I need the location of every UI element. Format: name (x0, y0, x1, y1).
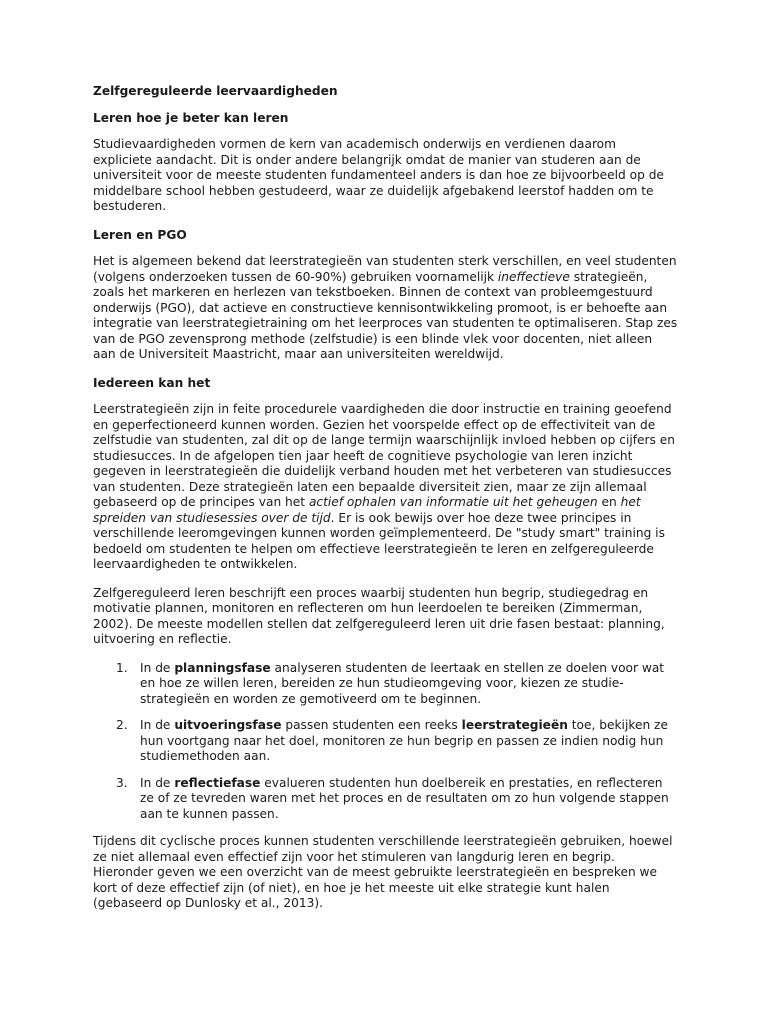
text-run: toe, bekijken ze hun voortgang naar het doel, monitoren ze hun begrip en passen ze indien nodig hun studiemethoden aan. (140, 718, 668, 763)
text-run: In de (140, 660, 175, 675)
text-run: Leerstrategieën zijn in feite procedurele vaardigheden die door instructie en training geoefend en geperfectioneerd kunnen worden. Gezien het voorspelde effect op de effectiviteit van de zelfstudie van studenten, zal dit op de lange termijn waarschijnlijk invloed hebben op cijfers en studiesucces. In de afgelopen tien jaar heeft de cognitieve psychologie van leren inzicht gegeven in leerstrategieën die duidelijk verband houden met het verbeteren van studiesucces van studenten. Deze strategieën laten een bepaalde diversiteit zien, maar ze zijn allemaal gebaseerd op de principes van het (93, 402, 675, 509)
document-title: Zelfgereguleerde leervaardigheden (93, 84, 338, 98)
paragraph-closing: Tijdens dit cyclische proces kunnen studenten verschillende leerstrategieën gebruiken, hoewel ze niet allemaal even effectief zijn voor het stimuleren van langdurig leren en begrip. Hieronder geven we een overzicht van de meest gebruikte leerstrategieën en bespreken we kort of deze effectief zijn (of niet), en hoe je het meeste uit elke strategie kunt halen (gebaseerd op Dunlosky et al., 2013). (93, 834, 673, 910)
text-run: . Er is ook bewijs over hoe deze twee principes in verschillende leeromgevingen kunnen worden geïmplementeerd. De "study smart" training is bedoeld om studenten te helpen om effectieve leerstrategieën te leren en zelfgereguleerde leervaardigheden te ontwikkelen. (93, 510, 665, 571)
text-run: strategieën, zoals het markeren en herlezen van tekstboeken. Binnen de context van probleemgestuurd onderwijs (PGO), dat actieve en constructieve kennisontwikkeling promoot, is er behoefte aan integratie van leerstrategietraining om het leerproces van studenten te optimaliseren. Stap zes van de PGO zevensprong methode (zelfstudie) is een blinde vlek voor docenten, niet alleen aan de Universiteit Maastricht, maar aan universiteiten wereldwijd. (93, 269, 678, 361)
text-run: en (597, 495, 621, 509)
emphasis-actief-ophalen: actief ophalen van informatie uit het geheugen (308, 495, 598, 509)
list-item-planningsfase (93, 661, 678, 708)
list-number: 1. (116, 660, 128, 675)
list-item-uitvoeringsfase (93, 718, 678, 765)
bold-reflectiefase: reflectiefase (174, 775, 261, 790)
paragraph-pgo (93, 254, 678, 363)
text-run: evalueren studenten hun doelbereik en prestaties, en reflecteren ze of ze tevreden waren met het proces en de resultaten om zo hun volgende stappen aan te kunnen passen. (140, 775, 669, 821)
bold-uitvoeringsfase: uitvoeringsfase (174, 718, 282, 732)
list-number: 3. (116, 775, 128, 790)
paragraph-studievaardigheden: Studievaardigheden vormen de kern van academisch onderwijs en verdienen daarom expliciete aandacht. Dit is onder andere belangrijk omdat de manier van studeren aan de universiteit voor de meeste studenten fundamenteel anders is dan hoe ze bijvoorbeeld op de middelbare school hebben gestudeerd, waar ze duidelijk afgebakend leerstof hadden om te bestuderen. (93, 137, 664, 213)
phases-list (93, 661, 678, 823)
list-item-reflectiefase (93, 776, 678, 823)
paragraph-leerstrategieen (93, 402, 678, 573)
list-number: 2. (116, 718, 128, 732)
bold-planningsfase: planningsfase (174, 660, 271, 675)
text-run: Het is algemeen bekend dat leerstrategieën van studenten sterk verschillen, en veel studenten (volgens onderzoeken tussen de 60-90%) gebruiken voornamelijk (93, 254, 677, 284)
section-heading-leren-en-pgo: Leren en PGO (93, 227, 187, 242)
emphasis-ineffectieve: ineffectieve (497, 269, 570, 284)
paragraph-zelfgereguleerd: Zelfgereguleerd leren beschrijft een proces waarbij studenten hun begrip, studiegedrag en motivatie plannen, monitoren en reflecteren om hun leerdoelen te bereiken (Zimmerman, 2002). De meeste modellen stellen dat zelfgereguleerd leren uit drie fasen bestaat: planning, uitvoering en reflectie. (93, 585, 665, 646)
text-run: In de (140, 718, 175, 732)
section-heading-iedereen: Iedereen kan het (93, 375, 211, 390)
section-heading-leren-hoe: Leren hoe je beter kan leren (93, 110, 289, 125)
emphasis-spreiden: het spreiden van studiesessies over de tijd (93, 495, 641, 525)
text-run: analyseren studenten de leertaak en stellen ze doelen voor wat en hoe ze willen leren, bereiden ze hun studieomgeving voor, kiezen ze studie-strategieën en worden ze gemotiveerd om te beginnen. (140, 660, 665, 706)
text-run: passen studenten een reeks (281, 718, 462, 732)
bold-leerstrategieen: leerstrategieën (461, 718, 568, 732)
text-run: In de (140, 775, 175, 790)
